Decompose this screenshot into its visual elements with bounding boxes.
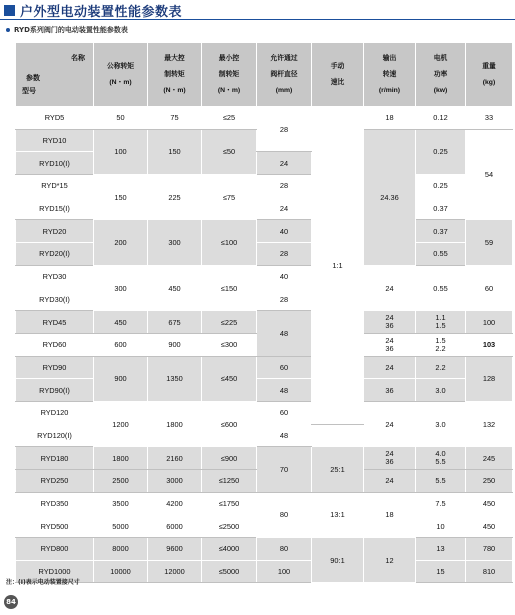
power-cell: 10	[416, 515, 466, 538]
speed-cell: 24.36	[364, 129, 416, 265]
max-torque-cell: 12000	[148, 560, 202, 583]
torque-cell: 1200	[94, 401, 148, 446]
title-rule	[0, 19, 515, 20]
min-torque-cell: ≤600	[202, 401, 257, 446]
weight-cell: 450	[466, 492, 513, 515]
stem-cell: 28	[257, 175, 312, 198]
table-row	[16, 175, 513, 198]
max-torque-cell: 900	[148, 333, 202, 356]
stem-cell: 28	[257, 243, 312, 266]
speed-cell: 12	[364, 538, 416, 583]
ratio-cell: 1:1	[312, 107, 364, 425]
header-power: 电机 功率 (kw)	[416, 43, 466, 107]
min-torque-cell: ≤1750	[202, 492, 257, 515]
model-cell: RYD15(I)	[16, 197, 94, 220]
speed-cell: 36	[364, 379, 416, 402]
weight-cell: 245	[466, 447, 513, 470]
power-cell: 0.37	[416, 197, 466, 220]
model-cell: RYD120	[16, 401, 94, 424]
torque-cell: 8000	[94, 538, 148, 561]
stem-cell: 80	[257, 538, 312, 561]
header-max-torque: 最大控 制转矩 (N・m)	[148, 43, 202, 107]
stem-cell: 40	[257, 220, 312, 243]
page-title: 户外型电动装置性能参数表	[20, 4, 183, 20]
bullet-icon	[6, 28, 10, 32]
max-torque-cell: 300	[148, 220, 202, 265]
torque-cell: 5000	[94, 515, 148, 538]
torque-cell: 10000	[94, 560, 148, 583]
min-torque-cell: ≤2500	[202, 515, 257, 538]
torque-cell: 50	[94, 107, 148, 130]
min-torque-cell: ≤50	[202, 129, 257, 174]
power-cell: 4.0 5.5	[416, 447, 466, 470]
speed-cell: 24 36	[364, 333, 416, 356]
header-stem-diameter: 允许通过 阀杆直径 (mm)	[257, 43, 312, 107]
max-torque-cell: 675	[148, 311, 202, 334]
model-cell: RYD1000	[16, 560, 94, 583]
weight-cell: 54	[466, 129, 513, 220]
torque-cell: 300	[94, 265, 148, 310]
header-min-torque: 最小控 制转矩 (N・m)	[202, 43, 257, 107]
model-cell: RYD5	[16, 107, 94, 130]
min-torque-cell: ≤900	[202, 447, 257, 470]
subtitle-text: RYD系列阀门的电动装置性能参数表	[14, 26, 128, 34]
max-torque-cell: 225	[148, 175, 202, 220]
speed-cell: 24	[364, 265, 416, 310]
table-row	[16, 197, 513, 220]
model-cell: RYD90	[16, 356, 94, 379]
table-row	[16, 107, 513, 130]
power-cell: 1.5 2.2	[416, 333, 466, 356]
model-cell: RYD90(I)	[16, 379, 94, 402]
header-torque: 公称转矩 (N・m)	[94, 43, 148, 107]
power-cell: 0.25	[416, 129, 466, 174]
header-name-label: 名称	[71, 55, 85, 62]
weight-cell: 33	[466, 107, 513, 130]
min-torque-cell: ≤4000	[202, 538, 257, 561]
torque-cell: 200	[94, 220, 148, 265]
power-cell: 15	[416, 560, 466, 583]
stem-cell: 24	[257, 152, 312, 175]
table-row	[16, 401, 513, 424]
speed-cell: 24 36	[364, 447, 416, 470]
table-subtitle	[6, 25, 128, 35]
header-param-label: 参数	[26, 75, 40, 82]
max-torque-cell: 4200	[148, 492, 202, 515]
header-weight: 重量 (kg)	[466, 43, 513, 107]
stem-cell: 60	[257, 356, 312, 379]
power-cell: 5.5	[416, 470, 466, 493]
power-cell: 13	[416, 538, 466, 561]
min-torque-cell: ≤300	[202, 333, 257, 356]
header-model-label: 型号	[22, 88, 36, 95]
model-cell: RYD45	[16, 311, 94, 334]
max-torque-cell: 150	[148, 129, 202, 174]
torque-cell: 900	[94, 356, 148, 401]
torque-cell: 3500	[94, 492, 148, 515]
table-row	[16, 243, 513, 266]
table-row	[16, 379, 513, 402]
model-cell: RYD350	[16, 492, 94, 515]
model-cell: RYD*15	[16, 175, 94, 198]
model-cell: RYD20(I)	[16, 243, 94, 266]
speed-cell: 18	[364, 492, 416, 537]
torque-cell: 1800	[94, 447, 148, 470]
min-torque-cell: ≤225	[202, 311, 257, 334]
weight-cell: 59	[466, 220, 513, 265]
stem-cell: 28	[257, 288, 312, 311]
stem-cell: 48	[257, 379, 312, 402]
stem-cell: 48	[257, 311, 312, 356]
weight-cell: 250	[466, 470, 513, 493]
power-cell: 2.2	[416, 356, 466, 379]
speed-cell: 24	[364, 401, 416, 446]
model-cell: RYD10	[16, 129, 94, 152]
table-row	[16, 538, 513, 561]
model-cell: RYD500	[16, 515, 94, 538]
weight-cell: 60	[466, 265, 513, 310]
weight-cell: 450	[466, 515, 513, 538]
min-torque-cell: ≤450	[202, 356, 257, 401]
max-torque-cell: 1350	[148, 356, 202, 401]
max-torque-cell: 1800	[148, 401, 202, 446]
min-torque-cell: ≤5000	[202, 560, 257, 583]
power-cell: 0.12	[416, 107, 466, 130]
min-torque-cell: ≤100	[202, 220, 257, 265]
min-torque-cell: ≤75	[202, 175, 257, 220]
torque-cell: 600	[94, 333, 148, 356]
torque-cell: 450	[94, 311, 148, 334]
max-torque-cell: 3000	[148, 470, 202, 493]
speed-cell: 24	[364, 470, 416, 493]
weight-cell: 780	[466, 538, 513, 561]
weight-cell: 810	[466, 560, 513, 583]
torque-cell: 100	[94, 129, 148, 174]
stem-cell: 28	[257, 107, 312, 152]
table-row	[16, 560, 513, 583]
max-torque-cell: 6000	[148, 515, 202, 538]
stem-cell: 48	[257, 424, 312, 447]
parameter-table	[15, 42, 513, 583]
model-cell: RYD20	[16, 220, 94, 243]
table-row	[16, 265, 513, 288]
header-speed: 输出 转速 (r/min)	[364, 43, 416, 107]
speed-cell: 18	[364, 107, 416, 130]
stem-cell: 100	[257, 560, 312, 583]
table-row	[16, 447, 513, 470]
stem-cell: 70	[257, 447, 312, 492]
table-row	[16, 356, 513, 379]
ratio-cell: 90:1	[312, 538, 364, 583]
power-cell: 1.1 1.5	[416, 311, 466, 334]
model-cell: RYD30(I)	[16, 288, 94, 311]
weight-cell: 128	[466, 356, 513, 401]
table-row	[16, 311, 513, 334]
power-cell: 7.5	[416, 492, 466, 515]
power-cell: 0.37	[416, 220, 466, 243]
power-cell: 3.0	[416, 401, 466, 446]
table-row	[16, 492, 513, 515]
footnote: 注：(I)表示电动装置接尺寸	[6, 579, 80, 586]
model-cell: RYD30	[16, 265, 94, 288]
min-torque-cell: ≤1250	[202, 470, 257, 493]
page-title-bar	[0, 0, 182, 20]
title-square-icon	[4, 5, 15, 16]
torque-cell: 2500	[94, 470, 148, 493]
power-cell: 0.25	[416, 175, 466, 198]
power-cell: 0.55	[416, 265, 466, 310]
model-cell: RYD250	[16, 470, 94, 493]
weight-cell: 132	[466, 401, 513, 446]
model-cell: RYD60	[16, 333, 94, 356]
header-row	[16, 43, 513, 107]
model-cell: RYD180	[16, 447, 94, 470]
min-torque-cell: ≤150	[202, 265, 257, 310]
power-cell: 0.55	[416, 243, 466, 266]
weight-cell: 100	[466, 311, 513, 334]
weight-cell: 103	[466, 333, 513, 356]
stem-cell: 40	[257, 265, 312, 288]
speed-cell: 24 36	[364, 311, 416, 334]
ratio-cell: 25:1	[312, 447, 364, 492]
stem-cell: 24	[257, 197, 312, 220]
stem-cell: 60	[257, 401, 312, 424]
max-torque-cell: 75	[148, 107, 202, 130]
power-cell: 3.0	[416, 379, 466, 402]
header-corner	[16, 43, 94, 107]
max-torque-cell: 9600	[148, 538, 202, 561]
max-torque-cell: 450	[148, 265, 202, 310]
header-ratio: 手动 速比	[312, 43, 364, 107]
torque-cell: 150	[94, 175, 148, 220]
stem-cell: 80	[257, 492, 312, 537]
model-cell: RYD10(I)	[16, 152, 94, 175]
table-row	[16, 220, 513, 243]
max-torque-cell: 2160	[148, 447, 202, 470]
speed-cell: 24	[364, 356, 416, 379]
model-cell: RYD120(I)	[16, 424, 94, 447]
page-number: 84	[4, 595, 18, 609]
min-torque-cell: ≤25	[202, 107, 257, 130]
ratio-cell: 13:1	[312, 492, 364, 537]
model-cell: RYD800	[16, 538, 94, 561]
